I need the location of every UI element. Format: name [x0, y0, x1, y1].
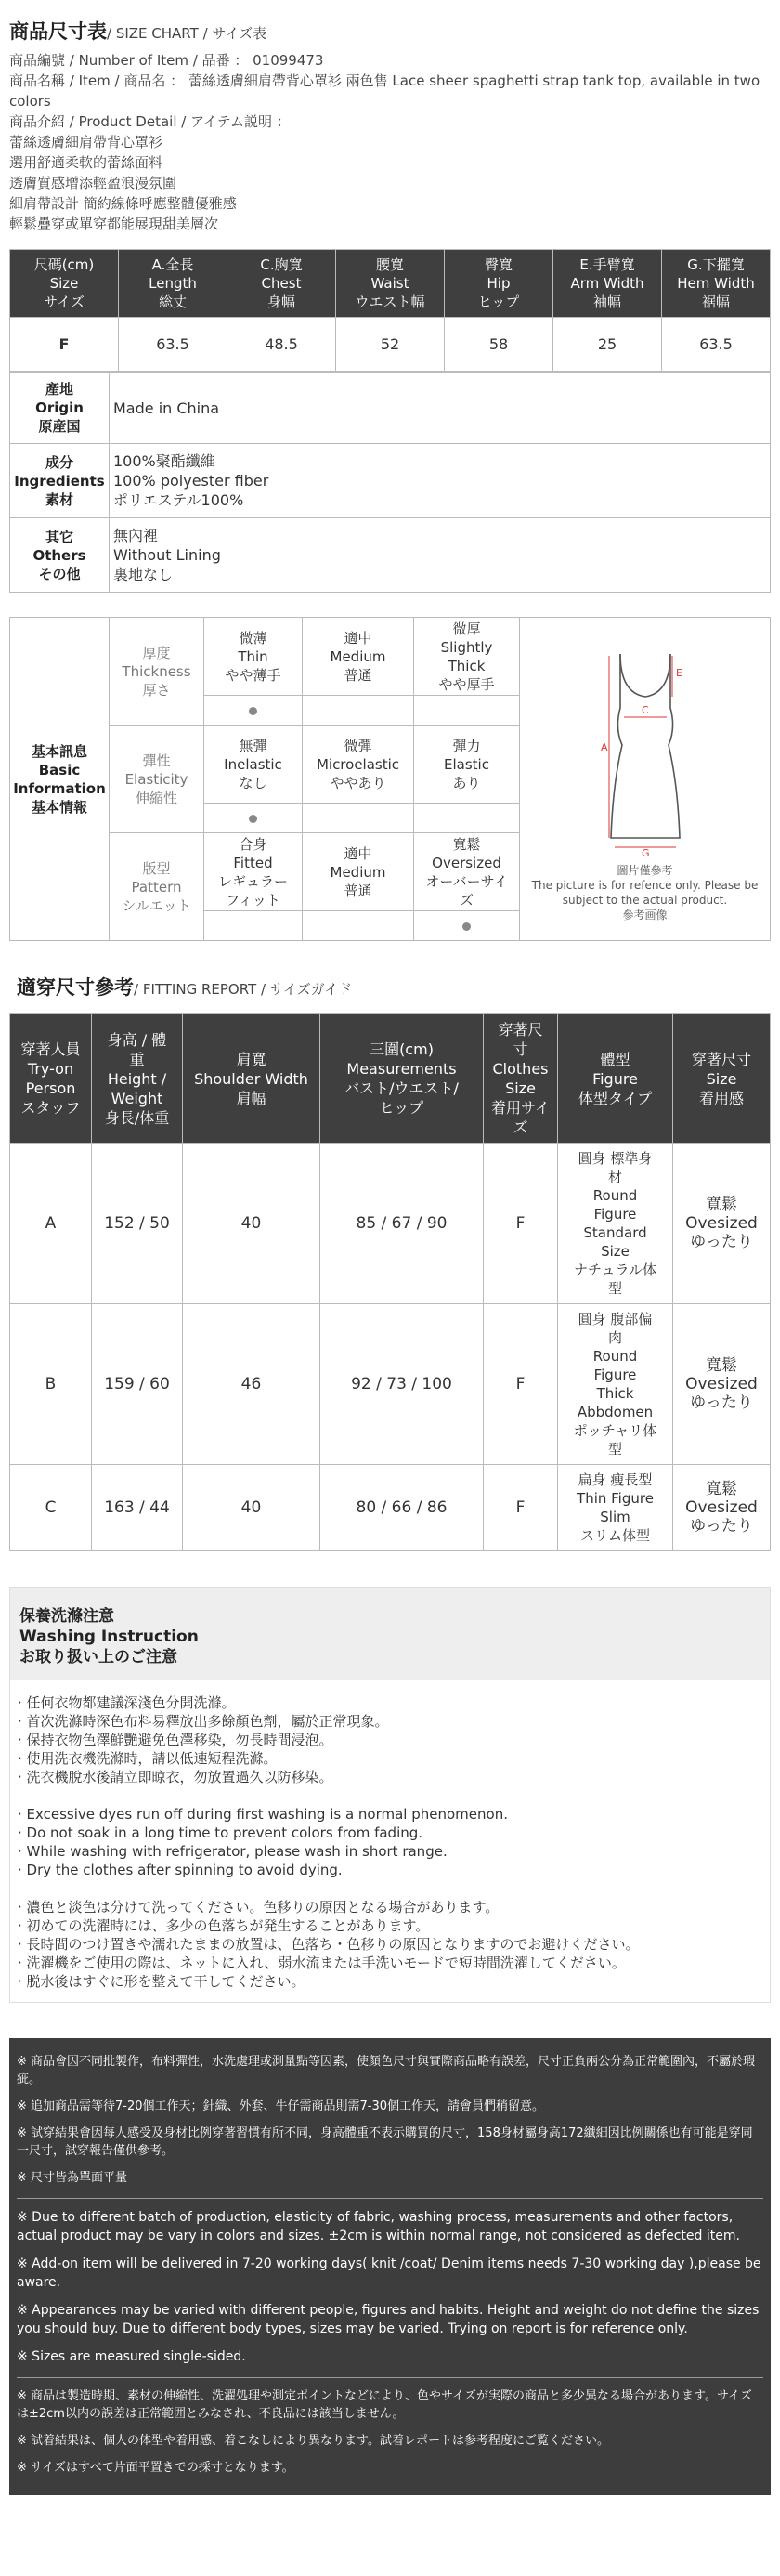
washing-group-ja: · 濃色と淡色は分けて洗ってください。色移りの原因となる場合があります。 · 初めての洗濯時には、多少の色落ちが発生することがあります。 · 長時間のつけ置きや濡れたままの放置は、色落ち・色移りの原因となりますのでお避けください。 · 洗濯機をご使用の際は、ネットに入れ、弱水流または手洗いモードで短時間洗濯してください。 · 脱水後はすぐに形を整えて干してください。	[18, 1899, 640, 1990]
basic-info-table	[9, 617, 771, 941]
size-table	[9, 249, 771, 372]
fitting-table-header	[10, 1014, 771, 1144]
product-detail-text: 細肩帶設計 簡約線條呼應整體優雅感	[9, 195, 237, 212]
clothes-size-cell: F	[484, 1465, 558, 1551]
thickness-option-thin: 微薄 Thin やや薄手	[204, 618, 303, 696]
hem-width-cell: 63.5	[662, 318, 771, 372]
figure-cell: 圓身 腹部偏 肉 Round Figure Thick Abbdomen ポッチャリ体 型	[558, 1304, 673, 1465]
product-detail-text: 輕鬆疊穿或單穿都能展現甜美層次	[9, 216, 219, 232]
col-size: 尺碼(cm) Size サイズ	[10, 250, 119, 318]
note-en: ※ Add-on item will be delivered in 7-20 working days( knit /coat/ Denim items needs 7-30 working day ),please be aware.	[17, 2256, 761, 2290]
height-weight-cell: 159 / 60	[92, 1304, 183, 1465]
fitting-report-title: 適穿尺寸參考/ FITTING REPORT / サイズガイド	[17, 976, 353, 999]
height-weight-cell: 152 / 50	[92, 1144, 183, 1304]
washing-group-en: · Excessive dyes run off during first washing is a normal phenomenon. · Do not soak in a long time to prevent colors from fading. · While washing with refrigerator, please wash in short range. · Dry the clothes after spinning to avoid dying.	[18, 1806, 508, 1878]
person-cell: A	[10, 1144, 92, 1304]
thickness-dot-cell	[204, 696, 303, 726]
note-en: ※ Appearances may be varied with different people, figures and habits. Height and weight do not define the sizes you should buy. Due to different body types, sizes may be varied. Trying on report is for reference only.	[17, 2303, 760, 2336]
origin-label: 產地 Origin 原産国	[10, 373, 110, 444]
selected-dot-icon	[462, 922, 471, 931]
fit-cell: 寬鬆 Ovesized ゆったり	[673, 1465, 771, 1551]
pattern-option-oversized: 寬鬆 Oversized オーバーサイ ズ	[414, 833, 520, 911]
washing-title: 保養洗滌注意 Washing Instruction お取り扱い上のご注意	[10, 1588, 770, 1680]
note-en: ※ Due to different batch of production, elasticity of fabric, washing process, measurements and other factors, actual product may be vary in colors and sizes. ±2cm is within normal range, not considered as defected item.	[17, 2210, 740, 2243]
waist-cell: 52	[336, 318, 445, 372]
thickness-dot-cell	[414, 696, 520, 726]
thickness-option-medium: 適中 Medium 普通	[303, 618, 414, 696]
pattern-option-fitted: 合身 Fitted レギュラー フィット	[204, 833, 303, 911]
arm-width-cell: 25	[553, 318, 662, 372]
table-row	[10, 1465, 771, 1551]
note-zh: ※ 尺寸皆為單面平量	[17, 2171, 128, 2185]
height-weight-cell: 163 / 44	[92, 1465, 183, 1551]
selected-dot-icon	[249, 707, 257, 715]
note-ja: ※ サイズはすべて片面平置きでの採寸となります。	[17, 2461, 294, 2475]
fit-cell: 寬鬆 Ovesized ゆったり	[673, 1304, 771, 1465]
ingredients-label: 成分 Ingredients 素材	[10, 444, 110, 518]
product-detail-text: 選用舒適柔軟的蕾絲面料	[9, 154, 163, 171]
tank-top-diagram	[576, 635, 715, 858]
size-chart-subtitle: / SIZE CHART / サイズ表	[107, 25, 267, 42]
divider	[17, 2377, 763, 2378]
garment-figure-cell	[520, 618, 771, 941]
note-ja: ※ 試着結果は、個人の体型や着用感、着こなしにより異なります。試着レポートは参考程度にご覧ください。	[17, 2434, 609, 2448]
size-chart-title: 商品尺寸表/ SIZE CHART / サイズ表	[9, 20, 267, 43]
elasticity-label: 彈性 Elasticity 伸縮性	[110, 726, 204, 833]
note-en: ※ Sizes are measured single-sided.	[17, 2349, 246, 2364]
size-table-header	[10, 250, 771, 318]
col-arm-width: E.手臂寬 Arm Width 袖幅	[553, 250, 662, 318]
elasticity-dot-cell	[414, 804, 520, 833]
elasticity-option-inelastic: 無彈 Inelastic なし	[204, 726, 303, 804]
product-detail-line: 商品介紹 / Product Detail / アイテム説明 ：	[9, 113, 291, 130]
col-person: 穿著人員 Try-on Person スタッフ	[10, 1014, 92, 1144]
diagram-letter-c: C	[641, 704, 649, 716]
materials-table	[9, 372, 771, 593]
figure-caption: 圖片僅參考 The picture is for refence only. Please be subject to the actual product. 參考画像	[531, 864, 759, 922]
table-row	[10, 1144, 771, 1304]
col-waist: 腰寬 Waist ウエスト幅	[336, 250, 445, 318]
pattern-dot-cell	[204, 911, 303, 941]
washing-body	[10, 1680, 770, 2002]
ingredients-row	[10, 444, 771, 518]
col-figure: 體型 Figure 体型タイプ	[558, 1014, 673, 1144]
item-number-line: 商品編號 / Number of Item / 品番 ： 01099473	[9, 52, 324, 69]
others-row	[10, 518, 771, 593]
diagram-letter-e: E	[675, 667, 682, 679]
note-zh: ※ 試穿結果會因每人感受及身材比例穿著習慣有所不同，身高體重不表示購買的尺寸，158身材屬身高172纖細因比例關係也有可能是穿同一尺寸，試穿報告僅供參考。	[17, 2126, 753, 2158]
product-detail-text: 蕾絲透膚細肩帶背心罩衫	[9, 134, 163, 150]
col-fit: 穿著尺寸 Size 着用感	[673, 1014, 771, 1144]
product-header	[0, 0, 780, 234]
diagram-letter-g: G	[641, 847, 650, 858]
person-cell: C	[10, 1465, 92, 1551]
others-label: 其它 Others その他	[10, 518, 110, 593]
diagram-letter-a: A	[600, 741, 608, 753]
thickness-option-thick: 微厚 Slightly Thick やや厚手	[414, 618, 520, 696]
chest-cell: 48.5	[228, 318, 336, 372]
measurements-cell: 92 / 73 / 100	[320, 1304, 484, 1465]
elasticity-dot-cell	[303, 804, 414, 833]
shoulder-cell: 46	[183, 1304, 320, 1465]
product-detail-text: 透膚質感增添輕盈浪漫氛圍	[9, 175, 177, 191]
shoulder-cell: 40	[183, 1465, 320, 1551]
washing-instructions	[9, 1587, 771, 2003]
clothes-size-cell: F	[484, 1144, 558, 1304]
col-height-weight: 身高 / 體 重 Height / Weight 身長/体重	[92, 1014, 183, 1144]
col-hem-width: G.下擺寬 Hem Width 裾幅	[662, 250, 771, 318]
others-value: 無內裡 Without Lining 裏地なし	[110, 518, 771, 593]
col-shoulder: 肩寬 Shoulder Width 肩幅	[183, 1014, 320, 1144]
item-name-line: 商品名稱 / Item / 商品名 ： 蕾絲透膚細肩帶背心罩衫 兩色售 Lace sheer spaghetti strap tank top, available in two colors	[9, 72, 760, 110]
basic-info-label: 基本訊息 Basic Information 基本情報	[10, 618, 110, 941]
ingredients-value: 100%聚酯纖維 100% polyester fiber ポリエステル100%	[110, 444, 771, 518]
person-cell: B	[10, 1304, 92, 1465]
col-length: A.全長 Length 総丈	[119, 250, 228, 318]
selected-dot-icon	[249, 815, 257, 823]
figure-cell: 扁身 瘦長型 Thin Figure Slim スリム体型	[558, 1465, 673, 1551]
origin-row	[10, 373, 771, 444]
divider	[17, 2198, 763, 2199]
hip-cell: 58	[445, 318, 553, 372]
origin-value: Made in China	[110, 373, 771, 444]
col-hip: 臀寬 Hip ヒップ	[445, 250, 553, 318]
washing-group-zh: · 任何衣物都建議深淺色分開洗滌。 · 首次洗滌時深色布料易釋放出多餘顏色劑，屬於正常現象。 · 保持衣物色澤鮮艷避免色澤移染，勿長時間浸泡。 · 使用洗衣機洗滌時，請以低速短程洗滌。 · 洗衣機脫水後請立即晾衣，勿放置過久以防移染。	[18, 1694, 389, 1785]
pattern-dot-cell	[303, 911, 414, 941]
note-zh: ※ 商品會因不同批製作，布料彈性，水洗處理或測量點等因素，使顏色尺寸與實際商品略有誤差，尺寸正負兩公分為正常範圍內，不屬於瑕疵。	[17, 2055, 756, 2086]
col-chest: C.胸寬 Chest 身幅	[228, 250, 336, 318]
shoulder-cell: 40	[183, 1144, 320, 1304]
figure-cell: 圓身 標準身 材 Round Figure Standard Size ナチュラル体 型	[558, 1144, 673, 1304]
clothes-size-cell: F	[484, 1304, 558, 1465]
measurements-cell: 85 / 67 / 90	[320, 1144, 484, 1304]
col-clothes-size: 穿著尺 寸 Clothes Size 着用サイ ズ	[484, 1014, 558, 1144]
thickness-dot-cell	[303, 696, 414, 726]
col-measurements: 三圍(cm) Measurements バスト/ウエスト/ ヒップ	[320, 1014, 484, 1144]
note-zh: ※ 追加商品需等待7-20個工作天；針織、外套、牛仔需商品則需7-30個工作天，請會員們稍留意。	[17, 2099, 545, 2113]
thickness-label: 厚度 Thickness 厚さ	[110, 618, 204, 726]
notes-box	[9, 2038, 771, 2495]
product-info	[9, 50, 771, 234]
note-ja: ※ 商品は製造時期、素材の伸縮性、洗濯処理や測定ポイントなどにより、色やサイズが実際の商品と多少異なる場合があります。サイズは±2cm以内の誤差は正常範囲とみなされ、不良品には該当しません。	[17, 2389, 752, 2421]
pattern-dot-cell	[414, 911, 520, 941]
table-row	[10, 318, 771, 372]
elasticity-dot-cell	[204, 804, 303, 833]
fit-cell: 寬鬆 Ovesized ゆったり	[673, 1144, 771, 1304]
elasticity-option-elastic: 彈力 Elastic あり	[414, 726, 520, 804]
elasticity-option-micro: 微彈 Microelastic ややあり	[303, 726, 414, 804]
measurements-cell: 80 / 66 / 86	[320, 1465, 484, 1551]
size-cell: F	[10, 318, 119, 372]
fitting-report-subtitle: / FITTING REPORT / サイズガイド	[134, 981, 353, 998]
fitting-table	[9, 1013, 771, 1551]
table-row	[10, 1304, 771, 1465]
pattern-label: 版型 Pattern シルエット	[110, 833, 204, 941]
pattern-option-medium: 適中 Medium 普通	[303, 833, 414, 911]
length-cell: 63.5	[119, 318, 228, 372]
